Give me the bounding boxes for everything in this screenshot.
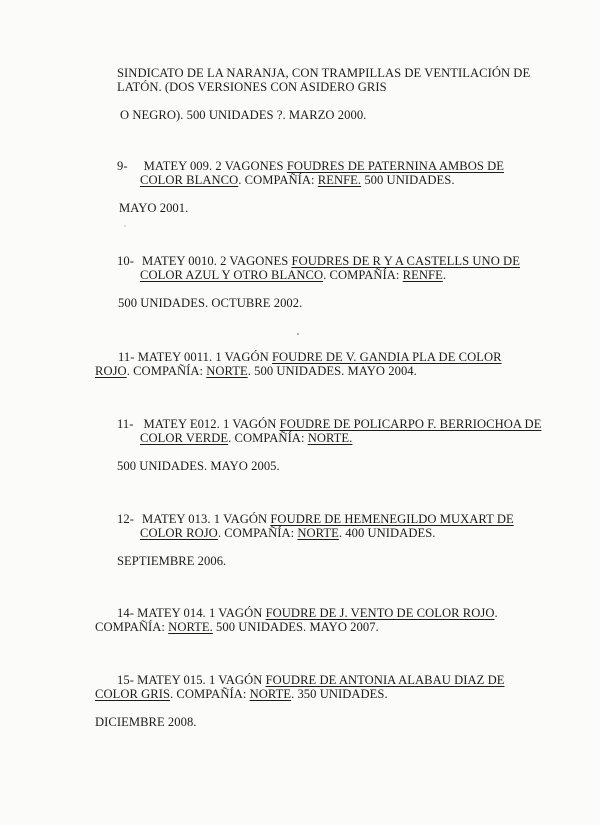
entry-line (140, 526, 435, 541)
entry-number: 10- (117, 254, 134, 268)
entry-line (117, 66, 530, 81)
entry-line (118, 350, 502, 365)
entry-text: MATEY 0010. 2 VAGONES (141, 254, 292, 268)
entry-text: MATEY 013. 1 VAGÓN (141, 512, 271, 526)
entry-text: MATEY E012. 1 VAGÓN (143, 417, 280, 431)
entry-underlined: FOUDRES DE PATERNINA AMBOS DE (286, 159, 505, 173)
entry-underlined: FOUDRE DE V. GANDIA PLA DE COLOR (271, 350, 502, 364)
entry-line (95, 364, 417, 379)
entry-text: . COMPAÑÍA: (323, 268, 403, 282)
entry-number: 15- (117, 673, 134, 687)
entry-line (95, 620, 379, 635)
entry-number: 11- (118, 350, 135, 364)
entry-underlined: FOUDRE DE POLICARPO F. BERRIOCHOA DE (279, 417, 542, 431)
entry-underlined: FOUDRE DE J. VENTO DE COLOR ROJO (265, 606, 495, 620)
entry-text: SINDICATO DE LA NARANJA, CON TRAMPILLAS DE VENTILACIÓN DE (117, 66, 531, 80)
entry-text: DICIEMBRE 2008. (95, 715, 197, 729)
entry-text: LATÓN. (DOS VERSIONES CON ASIDERO GRIS (117, 80, 387, 94)
entry-text: . COMPAÑÍA: (126, 364, 207, 378)
entry-underlined: FOUDRES DE R Y A CASTELLS UNO DE (291, 254, 520, 268)
entry-company: NORTE (249, 687, 292, 701)
entry-underlined: COLOR BLANCO (140, 173, 239, 187)
entry-underlined: COLOR VERDE (140, 431, 229, 445)
entry-line (117, 673, 504, 688)
entry-text: . 500 UNIDADES. MAYO 2004. (247, 364, 417, 378)
entry-text: SEPTIEMBRE 2006. (117, 554, 227, 568)
entry-line (117, 417, 541, 432)
entry-text: . 400 UNIDADES. (338, 526, 436, 540)
entry-underlined: FOUDRE DE ANTONIA ALABAU DIAZ DE (265, 673, 505, 687)
scan-speck (297, 333, 299, 335)
entry-line (140, 431, 352, 446)
entry-company: RENFE. (317, 173, 362, 187)
entry-text: 500 UNIDADES. (361, 173, 455, 187)
entry-number: 14- (117, 606, 134, 620)
entry-line (119, 201, 188, 216)
entry-number: 12- (117, 512, 134, 526)
entry-line (140, 173, 455, 188)
entry-line (120, 108, 366, 123)
entry-text: 500 UNIDADES. OCTUBRE 2002. (118, 296, 303, 310)
entry-line (117, 512, 514, 527)
entry-text: MATEY 015. 1 VAGÓN (137, 673, 266, 687)
entry-company: NORTE. (168, 620, 213, 634)
entry-text: MATEY 014. 1 VAGÓN (137, 606, 266, 620)
entry-text: COMPAÑÍA: (95, 620, 169, 634)
entry-line (117, 554, 226, 569)
entry-line (117, 459, 280, 474)
entry-underlined: COLOR GRIS (95, 687, 171, 701)
entry-text: . (494, 606, 498, 620)
entry-text: MATEY 009. 2 VAGONES (143, 159, 287, 173)
entry-text: . (442, 268, 447, 282)
entry-text: . COMPAÑÍA: (170, 687, 250, 701)
entry-underlined: COLOR ROJO (140, 526, 218, 540)
entry-company: RENFE (402, 268, 443, 282)
entry-company: NORTE. (307, 431, 353, 445)
entry-company: NORTE (206, 364, 248, 378)
entry-company: NORTE (297, 526, 339, 540)
entry-underlined: ROJO (95, 364, 127, 378)
entry-line (140, 268, 446, 283)
scan-speck (124, 225, 126, 227)
entry-text: 500 UNIDADES. MAYO 2005. (117, 459, 280, 473)
entry-text: 500 UNIDADES. MAYO 2007. (212, 620, 379, 634)
entry-underlined: COLOR AZUL Y OTRO BLANCO (140, 268, 324, 282)
entry-underlined: FOUDRE DE HEMENEGILDO MUXART DE (270, 512, 514, 526)
entry-line (117, 80, 387, 95)
entry-line (95, 687, 388, 702)
entry-number: 11- (117, 417, 134, 431)
entry-line (118, 296, 302, 311)
entry-text: . 350 UNIDADES. (291, 687, 388, 701)
entry-line (117, 254, 520, 269)
entry-line (117, 606, 498, 621)
entry-text: MATEY 0011. 1 VAGÓN (137, 350, 272, 364)
entry-text: MAYO 2001. (119, 201, 189, 215)
entry-text: . COMPAÑÍA: (238, 173, 318, 187)
entry-text: . COMPAÑÍA: (217, 526, 298, 540)
entry-line (95, 715, 197, 730)
entry-number: 9- (117, 159, 128, 173)
entry-line (117, 159, 504, 174)
entry-text: O NEGRO). 500 UNIDADES ?. MARZO 2000. (120, 108, 367, 122)
entry-text: . COMPAÑÍA: (228, 431, 308, 445)
